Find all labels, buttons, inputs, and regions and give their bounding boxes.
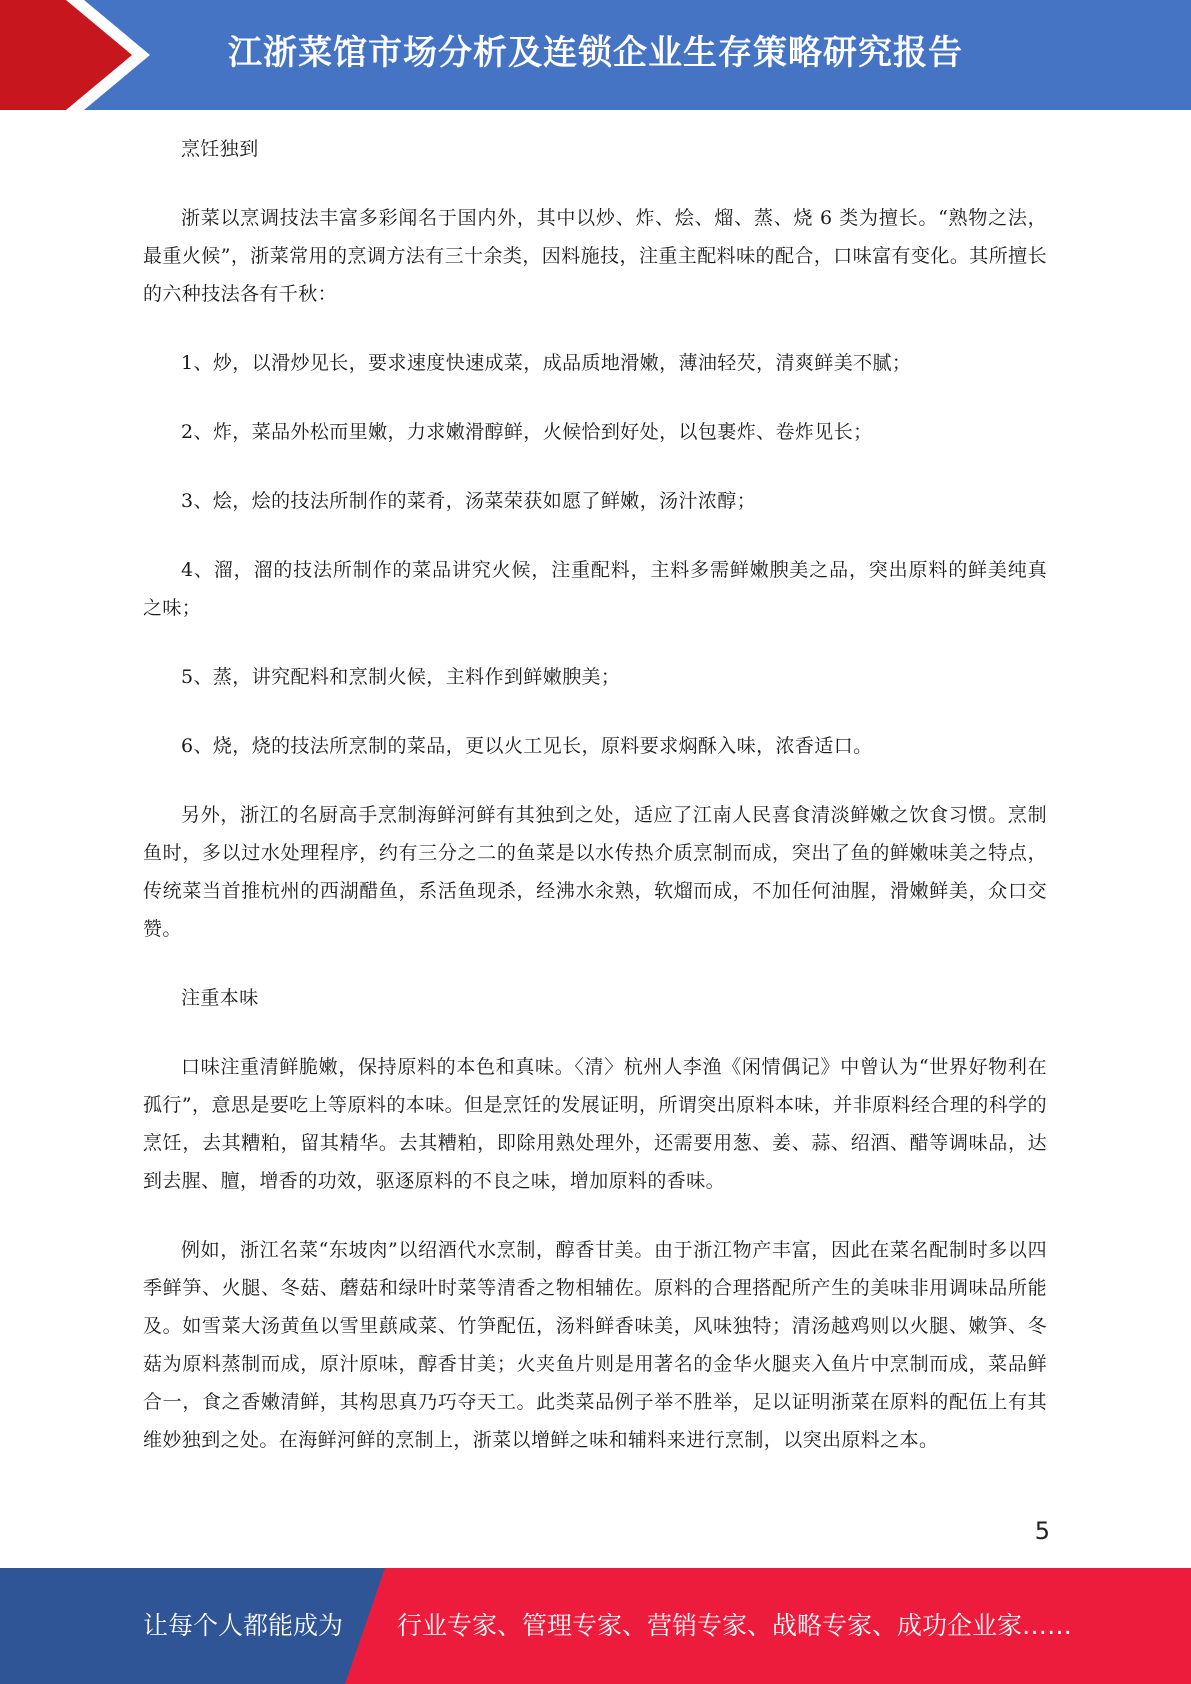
footer-slogan-right: 行业专家、管理专家、营销专家、战略专家、成功企业家…… <box>397 1611 1073 1640</box>
page-number: 5 <box>1034 1517 1050 1545</box>
report-title: 江浙菜馆市场分析及连锁企业生存策略研究报告 <box>228 33 963 73</box>
page-body <box>143 130 1047 1490</box>
paragraph: 例如，浙江名菜“东坡肉”以绍酒代水烹制，醇香甘美。由于浙江物产丰富，因此在菜名配制时多以四季鲜笋、火腿、冬菇、蘑菇和绿叶时菜等清香之物相辅佐。原料的合理搭配所产生的美味非用调味品所能及。如雪菜大汤黄鱼以雪里蕻咸菜、竹笋配伍，汤料鲜香味美，风味独特；清汤越鸡则以火腿、嫩笋、冬菇为原料蒸制而成，原汁原味，醇香甘美；火夹鱼片则是用著名的金华火腿夹入鱼片中烹制而成，菜品鲜合一，食之香嫩清鲜，其构思真乃巧夺天工。此类菜品例子举不胜举，足以证明浙菜在原料的配伍上有其维妙独到之处。在海鲜河鲜的烹制上，浙菜以增鲜之味和辅料来进行烹制，以突出原料之本。 <box>143 1239 1047 1451</box>
list-item: 5、蒸，讲究配料和烹制火候，主料作到鲜嫩腴美； <box>181 666 621 688</box>
list-item: 2、炸，菜品外松而里嫩，力求嫩滑醇鲜，火候恰到好处，以包裹炸、卷炸见长； <box>181 421 873 443</box>
paragraph: 口味注重清鲜脆嫩，保持原料的本色和真味。〈清〉杭州人李渔《闲情偶记》中曾认为“世界好物利在孤行”，意思是要吃上等原料的本味。但是烹饪的发展证明，所谓突出原料本味，并非原料经合理的科学的烹饪，去其糟粕，留其精华。去其糟粕，即除用熟处理外，还需要用葱、姜、蒜、绍酒、醋等调味品，达到去腥、膻，增香的功效，驱逐原料的不良之味，增加原料的香味。 <box>143 1056 1047 1192</box>
list-item: 6、烧，烧的技法所烹制的菜品，更以火工见长，原料要求焖酥入味，浓香适口。 <box>181 735 873 757</box>
section-heading: 烹饪独到 <box>181 138 259 160</box>
chevron-arrow-icon <box>0 0 160 110</box>
footer-slogan-left: 让每个人都能成为 <box>143 1611 344 1640</box>
section-heading: 注重本味 <box>181 987 259 1009</box>
list-item: 4、溜，溜的技法所制作的菜品讲究火候，注重配料，主料多需鲜嫩腴美之品，突出原料的鲜美纯真之味； <box>143 559 1047 619</box>
list-item: 1、炒，以滑炒见长，要求速度快速成菜，成品质地滑嫩，薄油轻芡，清爽鲜美不腻； <box>181 352 912 374</box>
page-footer <box>0 1568 1191 1684</box>
page-header <box>0 0 1191 110</box>
list-item: 3、烩，烩的技法所制作的菜肴，汤菜荣获如愿了鲜嫩，汤汁浓醇； <box>181 490 757 512</box>
paragraph: 另外，浙江的名厨高手烹制海鲜河鲜有其独到之处，适应了江南人民喜食清淡鲜嫩之饮食习惯。烹制鱼时，多以过水处理程序，约有三分之二的鱼菜是以水传热介质烹制而成，突出了鱼的鲜嫩味美之特点，传统菜当首推杭州的西湖醋鱼，系活鱼现杀，经沸水汆熟，软熘而成，不加任何油腥，滑嫩鲜美，众口交赞。 <box>143 804 1047 940</box>
paragraph: 浙菜以烹调技法丰富多彩闻名于国内外，其中以炒、炸、烩、熘、蒸、烧 6 类为擅长。“熟物之法，最重火候”，浙菜常用的烹调方法有三十余类，因料施技，注重主配料味的配合，口味富有变化。其所擅长的六种技法各有千秋： <box>143 207 1047 305</box>
